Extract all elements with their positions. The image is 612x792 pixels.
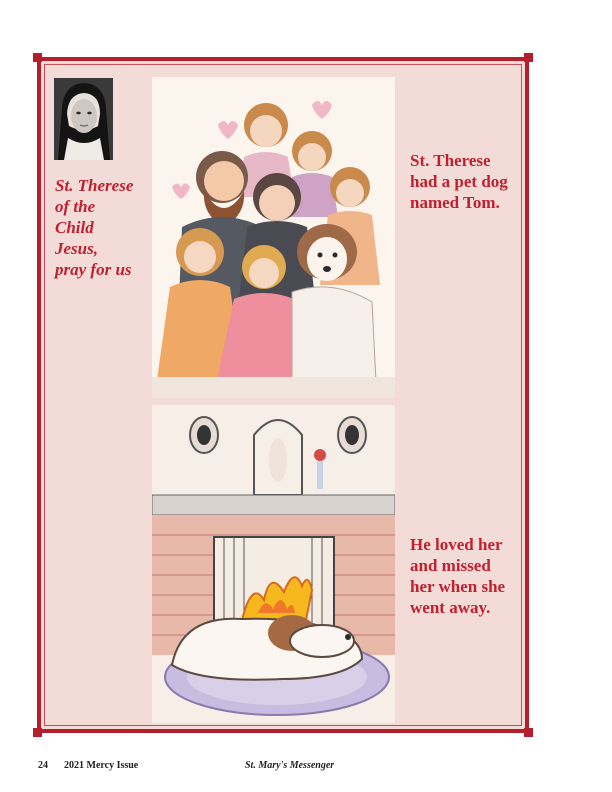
page-number: 24	[38, 760, 48, 771]
publication-name: St. Mary's Messenger	[245, 760, 335, 771]
dog-intro-line: named Tom.	[410, 193, 500, 212]
dog-intro-line: St. Therese	[410, 151, 491, 170]
issue-name: 2021 Mercy Issue	[64, 760, 139, 771]
dog-intro-line: had a pet dog	[410, 172, 508, 191]
prayer-line: St. Therese	[55, 176, 134, 195]
page-footer	[0, 760, 612, 776]
prayer-line: of the	[55, 197, 96, 216]
family-illustration	[152, 77, 395, 398]
prayer-caption	[55, 175, 155, 280]
portrait-photo	[54, 78, 113, 160]
prayer-line: Jesus,	[55, 239, 98, 258]
dog-missed-text	[410, 534, 540, 618]
frame-corner-tr	[524, 53, 533, 62]
frame-corner-br	[524, 728, 533, 737]
fireplace-drawing	[152, 405, 395, 723]
dog-missed-line: went away.	[410, 598, 491, 617]
dog-intro-text	[410, 150, 540, 213]
dog-missed-line: her when she	[410, 577, 506, 596]
dog-missed-line: and missed	[410, 556, 491, 575]
fireplace-illustration	[152, 405, 395, 723]
frame-corner-bl	[33, 728, 42, 737]
prayer-line: Child	[55, 218, 94, 237]
prayer-line: pray for us	[55, 260, 132, 279]
dog-missed-line: He loved her	[410, 535, 503, 554]
portrait-illustration	[54, 78, 113, 160]
family-drawing	[152, 77, 395, 398]
frame-corner-tl	[33, 53, 42, 62]
